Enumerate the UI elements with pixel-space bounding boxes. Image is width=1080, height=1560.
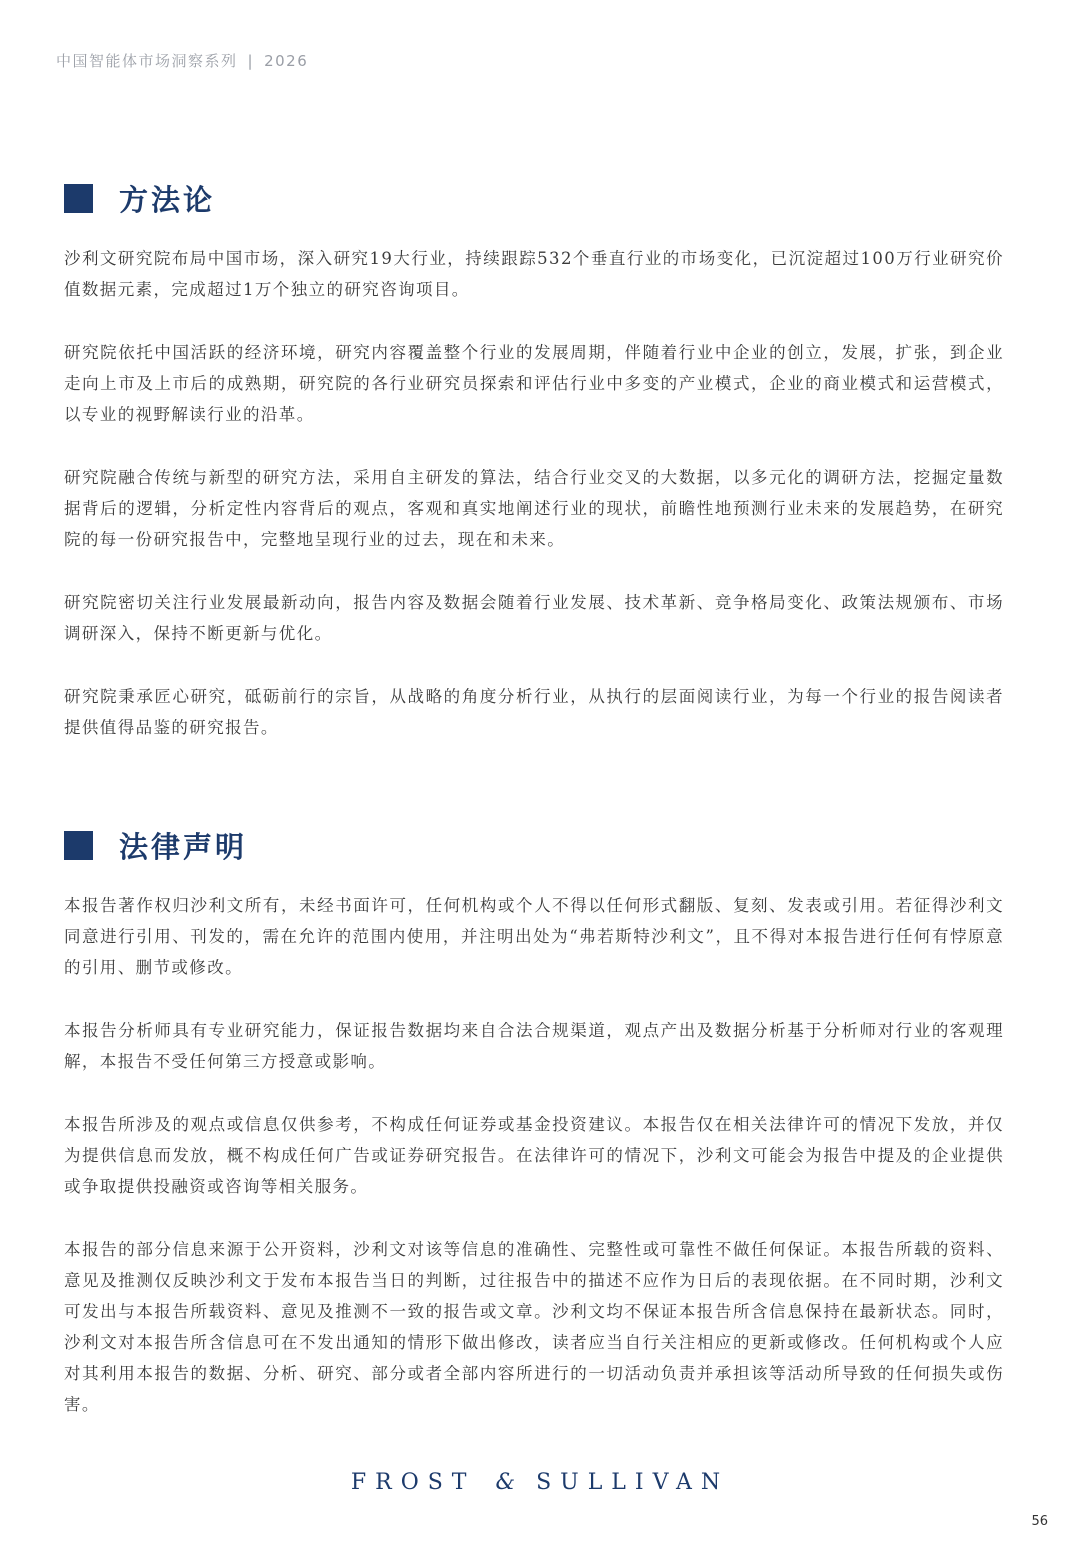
methodology-body [64,243,1004,775]
methodology-heading [64,178,215,219]
paragraph: 本报告所涉及的观点或信息仅供参考，不构成任何证券或基金投资建议。本报告仅在相关法律许可的情况下发放，并仅为提供信息而发放，概不构成任何广告或证券研究报告。在法律许可的情况下，沙利文可能会为报告中提及的企业提供或争取提供投融资或咨询等相关服务。 [64,1115,1004,1196]
paragraph: 研究院秉承匠心研究，砥砺前行的宗旨，从战略的角度分析行业，从执行的层面阅读行业，为每一个行业的报告阅读者提供值得品鉴的研究报告。 [64,687,1004,737]
header-year: 2026 [264,52,309,70]
methodology-title: 方法论 [119,183,216,217]
brand-frost: FROST [350,1470,476,1495]
brand-ampersand: & [495,1470,525,1495]
page-header [56,50,308,71]
legal-title: 法律声明 [119,830,248,864]
legal-body [64,890,1004,1452]
brand-sullivan: SULLIVAN [536,1470,730,1495]
paragraph: 研究院融合传统与新型的研究方法，采用自主研发的算法，结合行业交叉的大数据，以多元化的调研方法，挖掘定量数据背后的逻辑，分析定性内容背后的观点，客观和真实地阐述行业的现状，前瞻性地预测行业未来的发展趋势，在研究院的每一份研究报告中，完整地呈现行业的过去，现在和未来。 [64,468,1004,549]
page-number: 56 [1031,1514,1048,1529]
square-bullet-icon [64,184,93,213]
square-bullet-icon [64,831,93,860]
paragraph: 研究院密切关注行业发展最新动向，报告内容及数据会随着行业发展、技术革新、竞争格局变化、政策法规颁布、市场调研深入，保持不断更新与优化。 [64,593,1004,643]
frost-sullivan-logo [0,1470,1080,1495]
paragraph: 沙利文研究院布局中国市场，深入研究19大行业，持续跟踪532个垂直行业的市场变化，已沉淀超过100万行业研究价值数据元素，完成超过1万个独立的研究咨询项目。 [64,249,1004,299]
legal-heading [64,825,247,866]
paragraph: 研究院依托中国活跃的经济环境，研究内容覆盖整个行业的发展周期，伴随着行业中企业的创立，发展，扩张，到企业走向上市及上市后的成熟期，研究院的各行业研究员探索和评估行业中多变的产业模式，企业的商业模式和运营模式，以专业的视野解读行业的沿革。 [64,343,1004,424]
paragraph: 本报告的部分信息来源于公开资料，沙利文对该等信息的准确性、完整性或可靠性不做任何保证。本报告所载的资料、意见及推测仅反映沙利文于发布本报告当日的判断，过往报告中的描述不应作为日后的表现依据。在不同时期，沙利文可发出与本报告所载资料、意见及推测不一致的报告或文章。沙利文均不保证本报告所含信息保持在最新状态。同时，沙利文对本报告所含信息可在不发出通知的情形下做出修改，读者应当自行关注相应的更新或修改。任何机构或个人应对其利用本报告的数据、分析、研究、部分或者全部内容所进行的一切活动负责并承担该等活动所导致的任何损失或伤害。 [64,1240,1004,1414]
paragraph: 本报告著作权归沙利文所有，未经书面许可，任何机构或个人不得以任何形式翻版、复刻、发表或引用。若征得沙利文同意进行引用、刊发的，需在允许的范围内使用，并注明出处为“弗若斯特沙利文”，且不得对本报告进行任何有悖原意的引用、删节或修改。 [64,896,1004,977]
series-title: 中国智能体市场洞察系列 [56,52,238,70]
header-separator: | [247,52,255,70]
paragraph: 本报告分析师具有专业研究能力，保证报告数据均来自合法合规渠道，观点产出及数据分析基于分析师对行业的客观理解，本报告不受任何第三方授意或影响。 [64,1021,1004,1071]
